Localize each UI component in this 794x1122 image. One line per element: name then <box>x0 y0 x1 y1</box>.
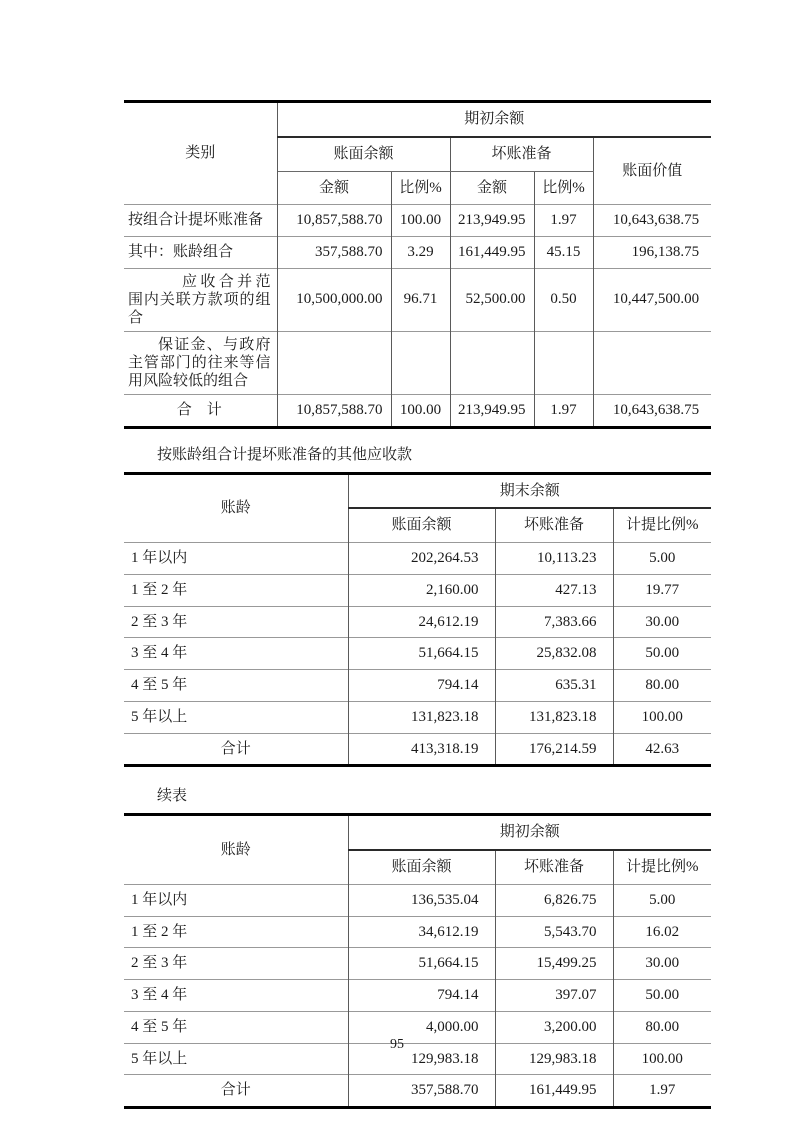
aging-cell: 2 至 3 年 <box>124 606 348 638</box>
header-category: 类别 <box>124 102 277 205</box>
provision-cell: 3,200.00 <box>495 1011 613 1043</box>
provision-cell: 25,832.08 <box>495 638 613 670</box>
aging-cell: 1 至 2 年 <box>124 916 348 948</box>
book-value-cell: 10,447,500.00 <box>593 268 711 331</box>
provision-cell: 5,543.70 <box>495 916 613 948</box>
amount-cell: 10,857,588.70 <box>277 394 391 427</box>
continued-table-caption: 续表 <box>157 788 188 805</box>
aging-cell: 5 年以上 <box>124 701 348 733</box>
aging-cell: 4 至 5 年 <box>124 1011 348 1043</box>
provision-cell: 397.07 <box>495 980 613 1012</box>
ratio-cell: 96.71 <box>391 268 450 331</box>
amount-cell: 161,449.95 <box>450 237 534 269</box>
table-row <box>124 948 711 980</box>
book-balance-cell: 413,318.19 <box>348 733 495 766</box>
header-bad-debt-provision: 坏账准备 <box>495 508 613 542</box>
category-cell: 应收合并范围内关联方款项的组合 <box>124 268 277 331</box>
provision-cell: 6,826.75 <box>495 884 613 916</box>
amount-cell: 213,949.95 <box>450 205 534 237</box>
header-bad-debt-provision: 坏账准备 <box>450 137 593 171</box>
ratio-cell: 30.00 <box>613 948 711 980</box>
ratio-cell: 45.15 <box>534 237 593 269</box>
amount-cell: 357,588.70 <box>277 237 391 269</box>
header-row <box>124 102 711 137</box>
aging-cell: 3 至 4 年 <box>124 980 348 1012</box>
book-balance-cell: 24,612.19 <box>348 606 495 638</box>
ratio-cell: 80.00 <box>613 670 711 702</box>
book-value-cell <box>593 331 711 394</box>
ratio-cell <box>534 331 593 394</box>
provision-cell: 10,113.23 <box>495 543 613 575</box>
amount-cell <box>277 331 391 394</box>
header-aging: 账龄 <box>124 815 348 885</box>
aging-section-caption: 按账龄组合计提坏账准备的其他应收款 <box>157 446 413 463</box>
header-ratio: 比例% <box>534 171 593 205</box>
ratio-cell: 1.97 <box>534 394 593 427</box>
ratio-cell: 50.00 <box>613 638 711 670</box>
header-provision-ratio: 计提比例% <box>613 850 711 884</box>
category-cell: 按组合计提坏账准备 <box>124 205 277 237</box>
book-balance-cell: 357,588.70 <box>348 1075 495 1108</box>
table-row <box>124 237 711 269</box>
book-value-cell: 10,643,638.75 <box>593 394 711 427</box>
table-total-row <box>124 733 711 766</box>
amount-cell: 10,857,588.70 <box>277 205 391 237</box>
total-label-cell: 合计 <box>124 1075 348 1108</box>
aging-opening-balance-table <box>124 813 711 1109</box>
ratio-cell: 0.50 <box>534 268 593 331</box>
table-row <box>124 331 711 394</box>
header-book-balance: 账面余额 <box>277 137 450 171</box>
book-value-cell: 10,643,638.75 <box>593 205 711 237</box>
aging-cell: 1 至 2 年 <box>124 574 348 606</box>
ratio-cell: 100.00 <box>391 205 450 237</box>
aging-cell: 5 年以上 <box>124 1043 348 1075</box>
ratio-cell: 19.77 <box>613 574 711 606</box>
book-balance-cell: 136,535.04 <box>348 884 495 916</box>
book-balance-cell: 202,264.53 <box>348 543 495 575</box>
ratio-cell: 100.00 <box>613 1043 711 1075</box>
aging-cell: 3 至 4 年 <box>124 638 348 670</box>
aging-closing-balance-table <box>124 472 711 768</box>
header-aging: 账龄 <box>124 473 348 543</box>
total-label-cell: 合计 <box>124 733 348 766</box>
header-bad-debt-provision: 坏账准备 <box>495 850 613 884</box>
ratio-cell: 100.00 <box>613 701 711 733</box>
table-row <box>124 543 711 575</box>
table-total-row <box>124 394 711 427</box>
header-row <box>124 815 711 850</box>
aging-cell: 4 至 5 年 <box>124 670 348 702</box>
table-row <box>124 670 711 702</box>
ratio-cell: 16.02 <box>613 916 711 948</box>
ratio-cell: 30.00 <box>613 606 711 638</box>
provision-cell: 7,383.66 <box>495 606 613 638</box>
book-balance-cell: 34,612.19 <box>348 916 495 948</box>
book-balance-cell: 129,983.18 <box>348 1043 495 1075</box>
header-opening-balance: 期初余额 <box>348 815 711 850</box>
header-closing-balance: 期末余额 <box>348 473 711 508</box>
book-value-cell: 196,138.75 <box>593 237 711 269</box>
ratio-cell: 1.97 <box>534 205 593 237</box>
total-label-cell: 合 计 <box>124 394 277 427</box>
page-content <box>124 100 711 1109</box>
ratio-cell: 42.63 <box>613 733 711 766</box>
aging-cell: 1 年以内 <box>124 543 348 575</box>
aging-cell: 2 至 3 年 <box>124 948 348 980</box>
table-row <box>124 574 711 606</box>
book-balance-cell: 51,664.15 <box>348 948 495 980</box>
header-amount: 金额 <box>450 171 534 205</box>
book-balance-cell: 794.14 <box>348 670 495 702</box>
table-row <box>124 638 711 670</box>
category-cell: 其中：账龄组合 <box>124 237 277 269</box>
ratio-cell: 5.00 <box>613 884 711 916</box>
category-cell: 保证金、与政府主管部门的往来等信用风险较低的组合 <box>124 331 277 394</box>
header-book-value: 账面价值 <box>593 137 711 205</box>
ratio-cell: 3.29 <box>391 237 450 269</box>
table-row <box>124 980 711 1012</box>
book-balance-cell: 131,823.18 <box>348 701 495 733</box>
ratio-cell: 5.00 <box>613 543 711 575</box>
table-row <box>124 701 711 733</box>
table-row <box>124 884 711 916</box>
table-total-row <box>124 1075 711 1108</box>
amount-cell: 213,949.95 <box>450 394 534 427</box>
ratio-cell: 50.00 <box>613 980 711 1012</box>
table-row <box>124 205 711 237</box>
bad-debt-provision-by-portfolio-table <box>124 100 711 429</box>
provision-cell: 176,214.59 <box>495 733 613 766</box>
book-balance-cell: 4,000.00 <box>348 1011 495 1043</box>
provision-cell: 129,983.18 <box>495 1043 613 1075</box>
provision-cell: 131,823.18 <box>495 701 613 733</box>
amount-cell: 52,500.00 <box>450 268 534 331</box>
ratio-cell <box>391 331 450 394</box>
header-book-balance: 账面余额 <box>391 517 452 534</box>
ratio-cell: 1.97 <box>613 1075 711 1108</box>
table-row <box>124 606 711 638</box>
provision-cell: 161,449.95 <box>495 1075 613 1108</box>
page-number: 95 <box>390 1037 404 1052</box>
book-balance-cell: 794.14 <box>348 980 495 1012</box>
ratio-cell: 80.00 <box>613 1011 711 1043</box>
header-amount: 金额 <box>318 179 349 196</box>
header-row <box>124 473 711 508</box>
provision-cell: 635.31 <box>495 670 613 702</box>
table-row <box>124 268 711 331</box>
header-ratio: 比例% <box>391 171 450 205</box>
table-row <box>124 916 711 948</box>
ratio-cell: 100.00 <box>391 394 450 427</box>
book-balance-cell: 2,160.00 <box>348 574 495 606</box>
header-provision-ratio: 计提比例% <box>613 508 711 542</box>
provision-cell: 427.13 <box>495 574 613 606</box>
header-book-balance: 账面余额 <box>391 859 452 875</box>
provision-cell: 15,499.25 <box>495 948 613 980</box>
amount-cell: 10,500,000.00 <box>277 268 391 331</box>
header-beginning-balance: 期初余额 <box>277 102 711 137</box>
book-balance-cell: 51,664.15 <box>348 638 495 670</box>
amount-cell <box>450 331 534 394</box>
aging-cell: 1 年以内 <box>124 884 348 916</box>
